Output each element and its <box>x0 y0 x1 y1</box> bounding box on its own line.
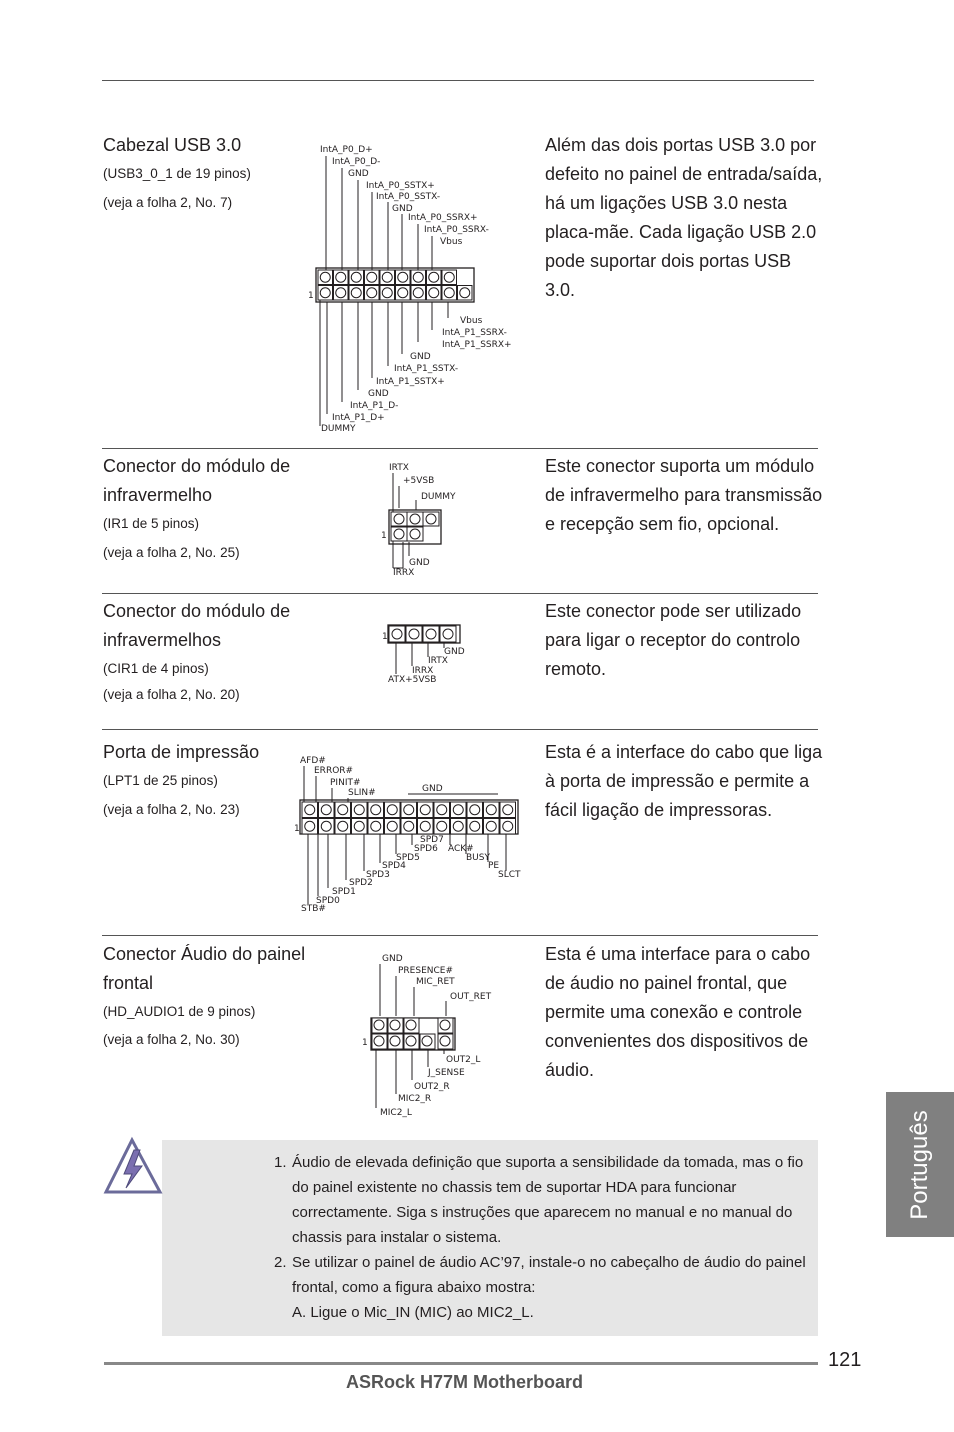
note-list <box>274 1150 814 1325</box>
section-sheet-ref: (veja a folha 2, No. 23) <box>103 802 240 817</box>
note-item <box>274 1150 814 1250</box>
pin-label: Vbus <box>440 237 463 247</box>
section-sheet-ref: (veja a folha 2, No. 25) <box>103 545 240 560</box>
pin-label: GND <box>392 204 413 214</box>
pin-hole <box>367 272 377 282</box>
pin-label: PE <box>488 861 500 871</box>
pin-hole <box>444 272 454 282</box>
pin-hole <box>444 288 454 298</box>
pin-hole <box>420 805 430 815</box>
section-title: Porta de impressão <box>103 742 260 762</box>
language-label: Português <box>906 1109 933 1220</box>
pin-label: SPD7 <box>420 835 444 845</box>
pin-hole <box>453 821 463 831</box>
pin-label: GND <box>382 954 403 964</box>
pin-hole <box>460 288 470 298</box>
section-divider <box>102 593 818 594</box>
pin-label: IntA_P1_SSTX- <box>394 364 459 374</box>
pin-hole <box>437 821 447 831</box>
pin-label: OUT2_L <box>446 1055 481 1065</box>
pin-label: IRTX <box>389 463 409 473</box>
pin-label: BUSY <box>466 853 490 863</box>
pin-one-label: 1 <box>381 531 387 541</box>
pin-label: DUMMY <box>421 492 456 502</box>
pin-label: PINIT# <box>330 778 361 788</box>
pin-label: PRESENCE# <box>398 966 454 976</box>
pin-one-label: 1 <box>382 632 388 642</box>
pin-label: GND <box>348 169 369 179</box>
top-rule <box>102 80 814 81</box>
pin-label: IRTX <box>428 656 448 666</box>
pin-hole <box>321 805 331 815</box>
pin-hole <box>413 288 423 298</box>
pin-label: IntA_P0_SSTX- <box>376 192 441 202</box>
pin-hole <box>486 805 496 815</box>
language-side-tab <box>886 1092 954 1237</box>
pin-hole <box>305 805 315 815</box>
pin-label: OUT2_R <box>414 1082 450 1092</box>
pin-hole <box>320 288 330 298</box>
pin-label: GND <box>422 784 443 794</box>
pin-hole <box>338 821 348 831</box>
pin-label: IntA_P1_SSRX- <box>442 328 507 338</box>
pin-label: ACK# <box>448 844 474 854</box>
section-description: Este conector suporta um módulo de infravermelho para transmissão e recepção sem fio, opcional. <box>545 456 823 534</box>
pin-label: SPD6 <box>414 844 438 854</box>
pin-hole <box>398 272 408 282</box>
pin-hole <box>429 272 439 282</box>
note-number: 2. <box>274 1254 287 1271</box>
pin-hole <box>437 805 447 815</box>
pin-label: ATX+5VSB <box>388 675 437 685</box>
footer-product-name: ASRock H77M Motherboard <box>346 1372 584 1392</box>
pin-hole <box>367 288 377 298</box>
pin-label: IntA_P0_D+ <box>320 145 373 155</box>
pin-label: IntA_P1_SSTX+ <box>376 377 445 387</box>
pin-label: SPD4 <box>382 861 406 871</box>
pin-hole <box>382 288 392 298</box>
usb30-header-diagram <box>300 140 530 440</box>
pin-label: J_SENSE <box>428 1068 465 1078</box>
pin-label: IntA_P1_D- <box>350 401 399 411</box>
section-title: Conector do módulo de infravermelhos <box>103 601 291 650</box>
pin-hole <box>387 821 397 831</box>
section-sheet-ref: (veja a folha 2, No. 20) <box>103 687 240 702</box>
pin-label: SLCT <box>498 870 521 880</box>
pin-hole <box>398 288 408 298</box>
pin-label: MIC2_R <box>398 1094 432 1104</box>
pin-label: DUMMY <box>321 424 356 434</box>
pin-hole <box>453 805 463 815</box>
pin-label: AFD# <box>300 756 326 766</box>
pin-label: SLIN# <box>348 788 376 798</box>
section-description: Esta é a interface do cabo que liga à porta de impressão e permite a fácil ligação de impressoras. <box>545 742 823 820</box>
pin-label: IntA_P0_SSRX- <box>424 225 489 235</box>
section-sheet-ref: (veja a folha 2, No. 30) <box>103 1032 240 1047</box>
pin-hole <box>387 805 397 815</box>
pin-label: GND <box>368 389 389 399</box>
note-text: Se utilizar o painel de áudio AC’97, instale-o no cabeçalho de áudio do painel frontal, como a figura abaixo mostra: <box>292 1254 806 1296</box>
section-description: Este conector pode ser utilizado para ligar o receptor do controlo remoto. <box>545 601 802 679</box>
section-title: Conector do módulo de infravermelho <box>103 456 291 505</box>
pin-hole <box>371 821 381 831</box>
pin-hole <box>470 805 480 815</box>
pin-label: IntA_P0_SSTX+ <box>366 181 435 191</box>
pin-label: GND <box>410 352 431 362</box>
pin-label: IntA_P0_SSRX+ <box>408 213 478 223</box>
pin-label: SPD2 <box>349 878 373 888</box>
pin-label: SPD0 <box>316 896 340 906</box>
pin-hole <box>320 272 330 282</box>
note-box <box>162 1140 818 1336</box>
section-title: Conector Áudio do painel frontal <box>103 944 306 993</box>
note-text: A. Ligue o Mic_IN (MIC) ao MIC2_L. <box>292 1304 534 1321</box>
pin-label: IRRX <box>393 568 415 578</box>
note-text: Áudio de elevada definição que suporta a sensibilidade da tomada, mas o fio do painel existente no chassis tem de suportar HDA para funcionar correctamente. Siga s instruções que aparecem no manual e no manual do chassis para instalar o sistema. <box>292 1154 804 1246</box>
pin-label: ERROR# <box>314 766 354 776</box>
pin-label: IRRX <box>412 666 434 676</box>
pin-label: GND <box>444 647 465 657</box>
pin-hole <box>503 805 513 815</box>
pin-hole <box>429 288 439 298</box>
pin-hole <box>321 821 331 831</box>
pin-hole <box>503 821 513 831</box>
note-item <box>274 1300 814 1325</box>
pin-hole <box>351 288 361 298</box>
hd-audio-header-diagram <box>358 950 498 1122</box>
pin-hole <box>336 272 346 282</box>
section-pin-info: (IR1 de 5 pinos) <box>103 516 200 531</box>
pin-hole <box>486 821 496 831</box>
pin-hole <box>351 272 361 282</box>
section-divider <box>102 935 818 936</box>
pin-hole <box>413 272 423 282</box>
pin-hole <box>305 821 315 831</box>
pin-label: Vbus <box>460 316 483 326</box>
note-number: 1. <box>274 1154 287 1171</box>
warning-triangle-icon <box>102 1136 166 1198</box>
section-description: Além das dois portas USB 3.0 por defeito no painel de entrada/saída, há um ligações USB 3.0 nesta placa-mãe. Cada ligação USB 2.0 pode suportar dois portas USB 3.0. <box>545 135 823 300</box>
pin-label: IntA_P1_SSRX+ <box>442 340 512 350</box>
footer-rule <box>104 1362 818 1365</box>
pin-label: IntA_P1_D+ <box>332 413 385 423</box>
pin-label: SPD5 <box>396 853 420 863</box>
pin-hole <box>338 805 348 815</box>
pin-hole <box>354 821 364 831</box>
pin-hole <box>371 805 381 815</box>
pin-one-label: 1 <box>294 824 300 834</box>
section-description: Esta é uma interface para o cabo de áudio no painel frontal, que permite uma conexão e controle convenientes dos dispositivos de áudio. <box>545 944 811 1080</box>
pin-one-label: 1 <box>362 1038 368 1048</box>
pin-label: OUT_RET <box>450 992 492 1002</box>
section-pin-info: (USB3_0_1 de 19 pinos) <box>103 166 251 181</box>
note-item <box>274 1250 814 1300</box>
section-divider <box>102 448 818 449</box>
section-sheet-ref: (veja a folha 2, No. 7) <box>103 195 233 210</box>
pin-label: MIC_RET <box>416 977 455 987</box>
pin-label: IntA_P0_D- <box>332 157 381 167</box>
pin-hole <box>420 821 430 831</box>
pin-label: SPD3 <box>366 870 390 880</box>
pin-label: +5VSB <box>403 476 435 486</box>
cir-header-diagram <box>378 620 478 686</box>
pin-hole <box>354 805 364 815</box>
pin-label: SPD1 <box>332 887 356 897</box>
section-divider <box>102 729 818 730</box>
section-title: Cabezal USB 3.0 <box>103 135 242 155</box>
section-pin-info: (HD_AUDIO1 de 9 pinos) <box>103 1004 256 1019</box>
pin-hole <box>382 272 392 282</box>
pin-hole <box>404 805 414 815</box>
pin-label: GND <box>409 558 430 568</box>
lpt-header-diagram <box>292 752 532 914</box>
ir-header-diagram <box>375 458 475 580</box>
pin-one-label: 1 <box>308 291 314 301</box>
pin-label: MIC2_L <box>380 1108 412 1118</box>
pin-label: STB# <box>301 904 326 914</box>
pin-hole <box>336 288 346 298</box>
pin-hole <box>470 821 480 831</box>
section-pin-info: (CIR1 de 4 pinos) <box>103 661 209 676</box>
page-number: 121 <box>828 1349 862 1371</box>
section-pin-info: (LPT1 de 25 pinos) <box>103 773 218 788</box>
pin-hole <box>404 821 414 831</box>
